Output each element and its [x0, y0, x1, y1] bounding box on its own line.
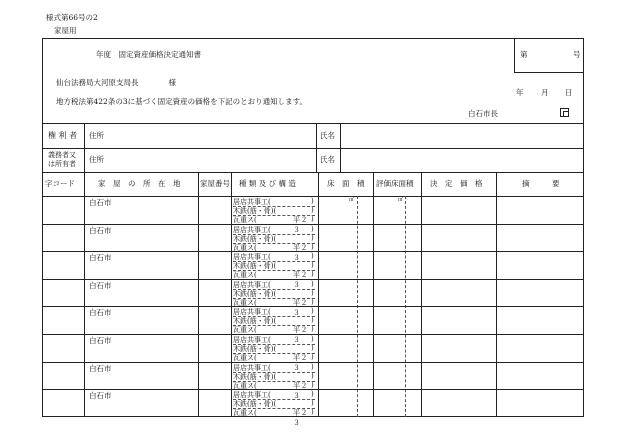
structure-line-label: 木鉄(筋・骨)(: [233, 345, 277, 353]
col-remarks: 摘 要: [522, 179, 560, 188]
row-location: 白石市: [89, 198, 112, 207]
structure-line-close: ): [311, 261, 314, 270]
structure-line-label: 居店共事工(: [233, 198, 271, 206]
row-location: 白石市: [89, 253, 112, 263]
structure-line-close: ): [311, 242, 314, 251]
structure-line-label: 瓦重ス(: [233, 216, 257, 224]
col-divider-code: [84, 172, 85, 417]
structure-line-close: ): [311, 371, 314, 380]
col-divider-floor-area: [373, 172, 374, 417]
floor-area-unit: ㎡: [349, 197, 355, 203]
row-location: 白石市: [89, 280, 112, 290]
date-year: 年: [516, 88, 524, 97]
date-month: 月: [541, 88, 549, 97]
col-divider-price: [496, 172, 497, 417]
party-name-label-divider: [340, 123, 341, 172]
structure-line-close: ): [311, 390, 314, 399]
structure-line-label: 居店共事工(: [233, 280, 271, 289]
addressee: 仙台法務局大河原支局長 様: [56, 78, 176, 87]
col-decided-price: 決 定 価 格: [430, 179, 483, 188]
row-location: 白石市: [89, 225, 112, 235]
structure-roof-symbols: 平２３: [293, 326, 308, 345]
structure-line-label: 木鉄(筋・骨)(: [233, 234, 277, 243]
number-box-bottom: [514, 72, 584, 73]
row-location: 白石市: [89, 308, 112, 318]
number-box-suffix: 号: [573, 50, 581, 59]
right-holder-label: 権 利 者: [48, 131, 78, 140]
structure-line-close: ): [311, 344, 314, 352]
col-divider-house-number: [231, 172, 232, 417]
obligor-address-label: 住所: [89, 155, 104, 164]
structure-line-close: ): [311, 399, 314, 408]
col-floor-area: 床 面 積: [327, 179, 365, 188]
party-name-divider: [316, 123, 317, 172]
col-assessed-area: 評価床面積: [376, 179, 414, 188]
date-day: 日: [565, 88, 573, 97]
structure-line-close: ): [311, 362, 314, 371]
structure-line-label: 木鉄(筋・骨)(: [233, 317, 277, 326]
number-box-label: 第: [520, 50, 528, 59]
structure-line-label: 瓦重ス(: [233, 271, 257, 280]
col-divider-location: [198, 172, 199, 417]
structure-line-close: ): [311, 224, 314, 233]
party-label-divider: [84, 123, 85, 172]
structure-roof-symbols: 平２３: [293, 298, 308, 317]
right-holder-name-label: 氏名: [320, 131, 335, 140]
structure-line-close: ): [311, 335, 314, 343]
structure-line-close: ): [311, 297, 314, 306]
structure-line-label: 木鉄(筋・骨)(: [233, 262, 277, 271]
structure-line-close: ): [311, 325, 314, 334]
col-house-number: 家屋番号: [200, 179, 230, 188]
structure-line-label: 瓦重ス(: [233, 243, 257, 252]
structure-roof-symbols: 平２３: [293, 216, 308, 234]
obligor-label-line2: は所有者: [48, 160, 76, 168]
structure-line: [233, 408, 315, 428]
structure-line-label: 居店共事工(: [233, 363, 271, 372]
structure-line-close: ): [311, 215, 314, 223]
col-location: 家 屋 の 所 在 地: [98, 179, 181, 188]
assessed-area-unit: ㎡: [398, 197, 404, 203]
structure-line-label: 木鉄(筋・骨)(: [233, 289, 277, 298]
structure-line-label: 木鉄(筋・骨)(: [233, 207, 277, 215]
structure-roof-symbols: 平２３: [293, 271, 308, 290]
structure-line-close: ): [311, 353, 314, 361]
parties-mid-line: [42, 148, 584, 149]
structure-roof-symbols: 平２３: [293, 243, 308, 262]
row-location: 白石市: [89, 391, 112, 401]
body-text: 地方税法第422条の3に基づく固定資産の価格を下記のとおり通知します。: [56, 97, 307, 106]
col-code: 字コード: [45, 179, 75, 188]
col-structure: 種 類 及 び 構 造: [239, 179, 296, 188]
structure-roof-symbols: 平２３: [293, 354, 308, 372]
structure-line-close: ): [311, 279, 314, 288]
structure-line-close: ): [311, 206, 314, 214]
col-divider-assessed-area: [421, 172, 422, 417]
structure-roof-symbols: 平２３: [293, 381, 308, 400]
structure-line-label: 瓦重ス(: [233, 409, 257, 418]
form-subtitle: 家屋用: [54, 26, 77, 35]
structure-line-close: ): [311, 252, 314, 261]
structure-line-label: 木鉄(筋・骨)(: [233, 372, 277, 381]
structure-line-label: 木鉄(筋・骨)(: [233, 400, 277, 409]
structure-line-close: ): [311, 233, 314, 242]
structure-roof-symbols: 平２３: [293, 409, 308, 428]
structure-line-close: ): [311, 408, 314, 417]
parties-bottom-line: [42, 172, 584, 173]
number-box-divider: [514, 38, 515, 72]
structure-line-close: ): [311, 380, 314, 389]
issuer-name: 白石市長: [468, 109, 498, 118]
col-divider-structure: [318, 172, 319, 417]
structure-line-label: 瓦重ス(: [233, 326, 257, 335]
structure-line-label: 瓦重ス(: [233, 298, 257, 307]
structure-line-close: ): [311, 307, 314, 316]
form-number: 様式第66号の2: [46, 13, 98, 22]
issuer-seal: [560, 108, 569, 117]
structure-line-close: ): [311, 197, 314, 205]
structure-line-label: 居店共事工(: [233, 391, 271, 400]
obligor-label-line1: 義務者又: [48, 151, 76, 159]
structure-line-close: ): [311, 288, 314, 297]
structure-line-label: 瓦重ス(: [233, 354, 257, 362]
structure-line-label: 居店共事工(: [233, 253, 271, 262]
structure-line-label: 居店共事工(: [233, 225, 271, 234]
row-location: 白石市: [89, 336, 112, 345]
structure-line-label: 居店共事工(: [233, 336, 271, 344]
form-title: 年度 固定資産価格決定通知書: [96, 50, 201, 59]
obligor-name-label: 氏名: [320, 155, 335, 164]
structure-line-close: ): [311, 270, 314, 279]
structure-line-label: 居店共事工(: [233, 308, 271, 317]
right-holder-address-label: 住所: [89, 131, 104, 140]
row-location: 白石市: [89, 363, 112, 373]
structure-line-label: 瓦重ス(: [233, 381, 257, 390]
parties-top-line: [42, 123, 584, 124]
structure-line-close: ): [311, 316, 314, 325]
